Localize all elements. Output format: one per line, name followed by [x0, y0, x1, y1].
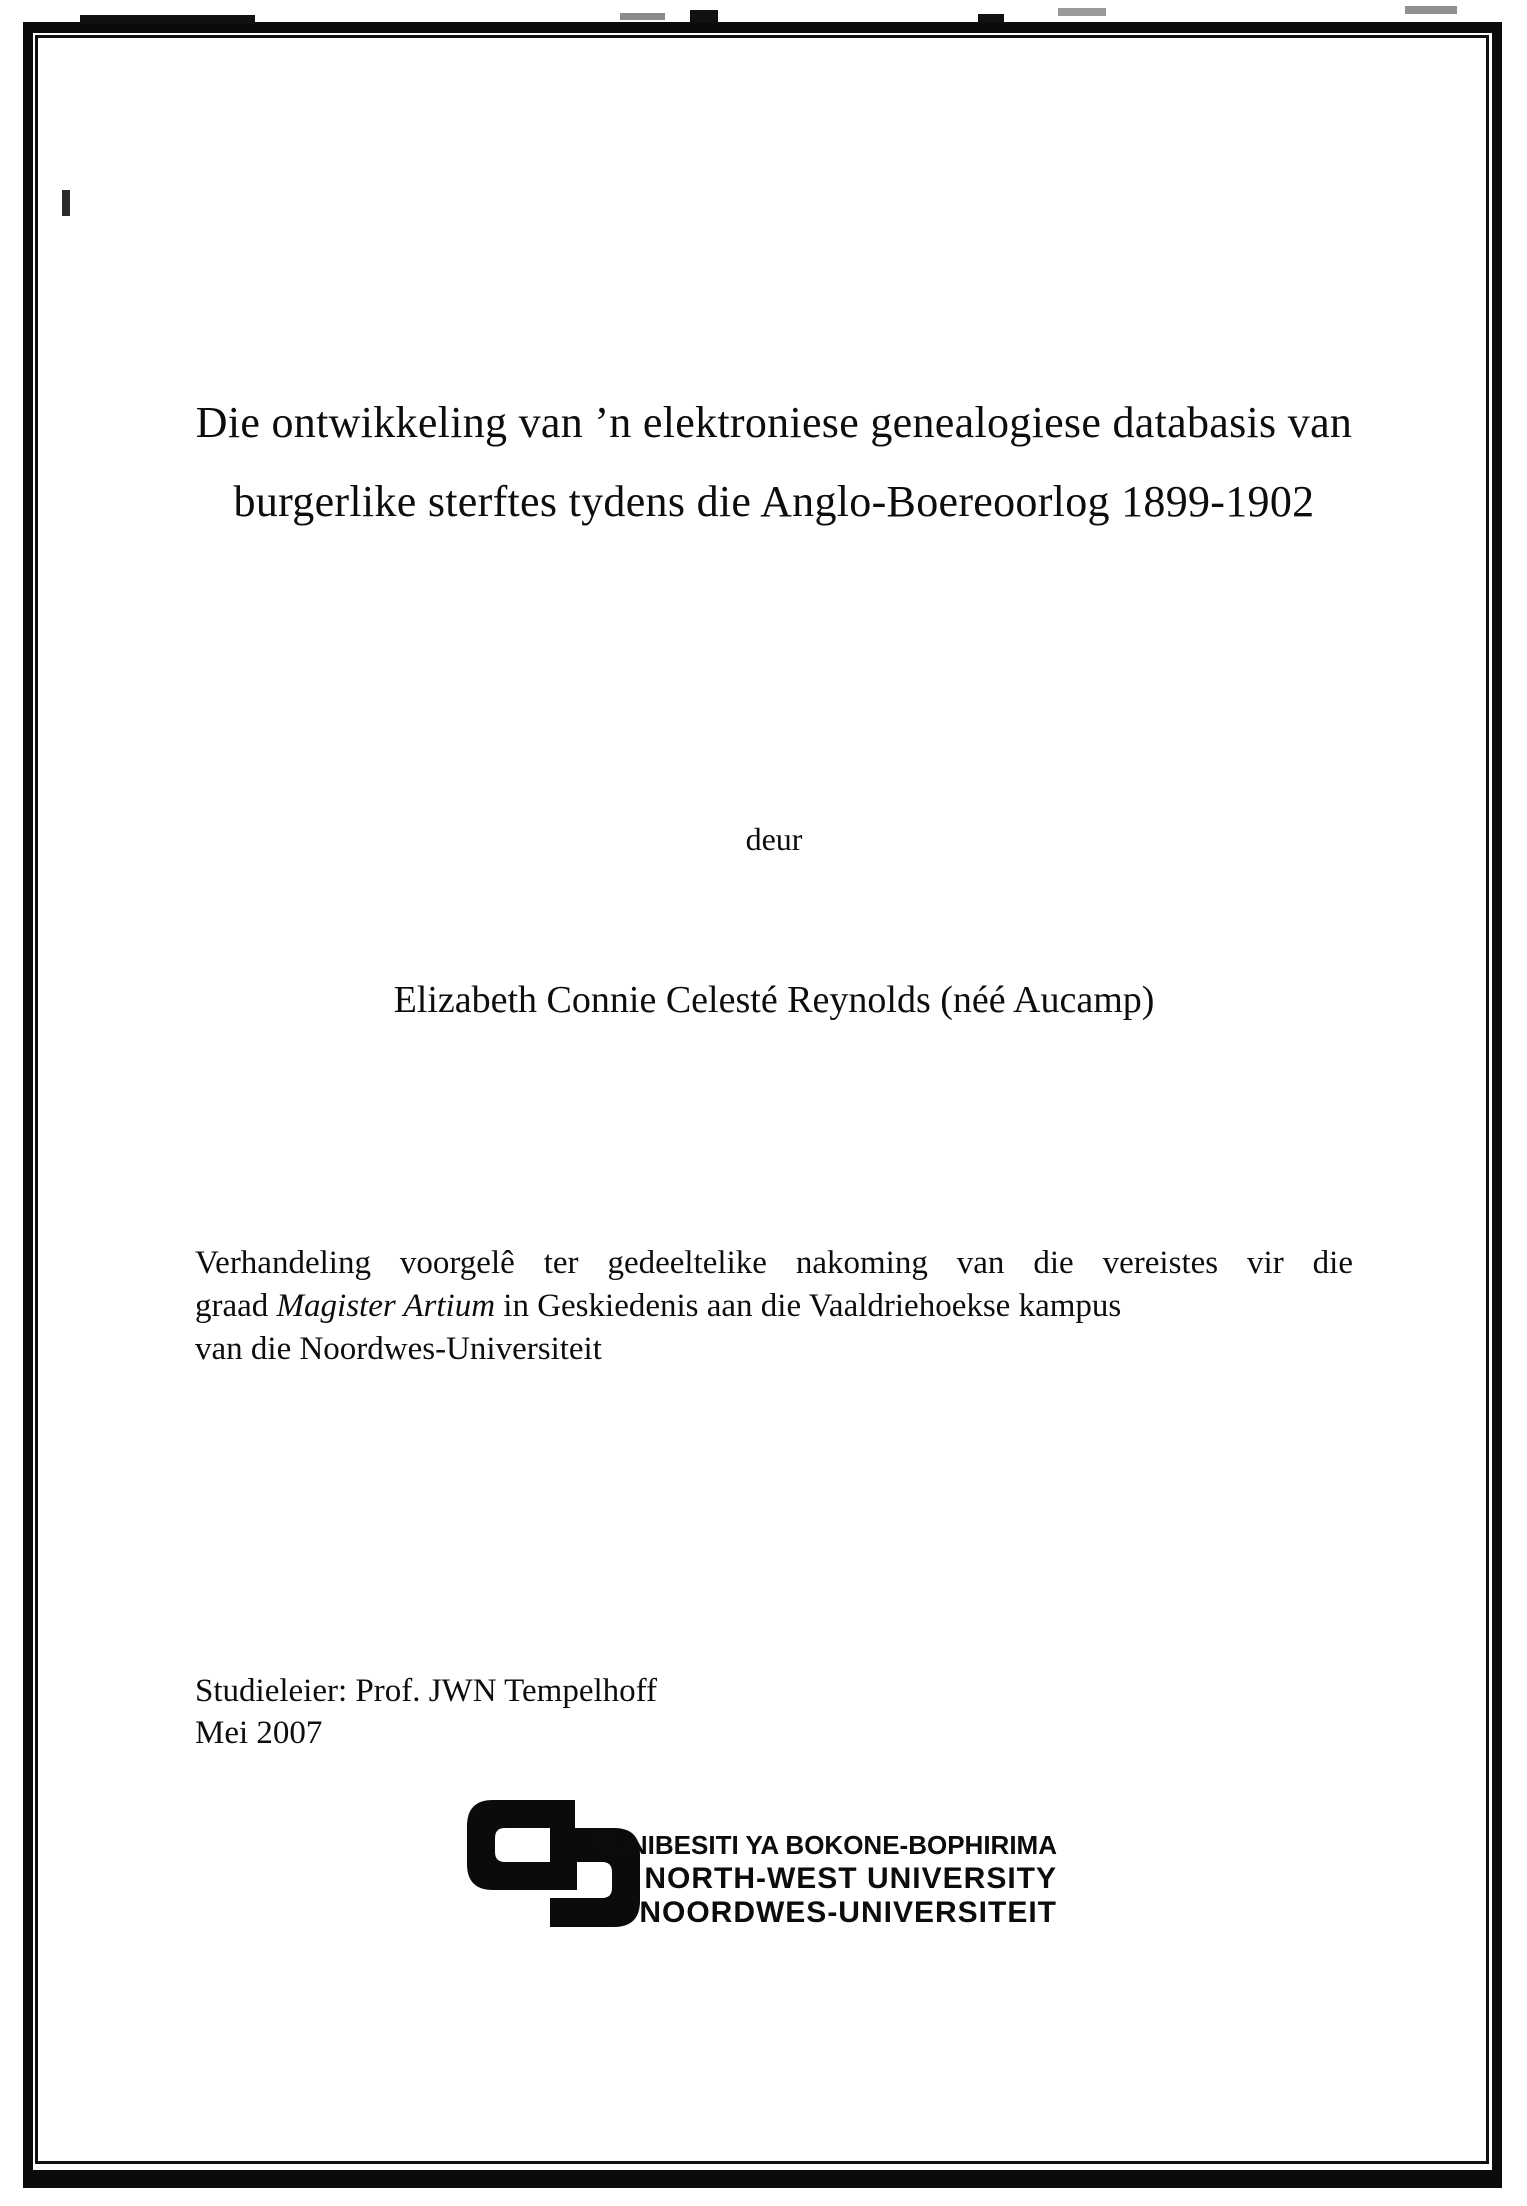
statement-line-1: Verhandeling voorgelê ter gedeeltelike nakoming van die vereistes vir die [195, 1245, 1353, 1281]
thesis-title-line-2: burgerlike sterftes tydens die Anglo-Boereoorlog 1899-1902 [233, 477, 1315, 526]
scan-artifact [690, 10, 718, 23]
statement-line-2-prefix: graad [195, 1288, 277, 1324]
submission-statement [195, 1242, 1353, 1371]
author-name: Elizabeth Connie Celesté Reynolds (néé Aucamp) [393, 979, 1155, 1021]
statement-line-3: van die Noordwes-Universiteit [195, 1331, 602, 1367]
scan-artifact [620, 13, 665, 20]
university-name-setswana: YUNIBESITI YA BOKONE-BOPHIRIMA [592, 1830, 1057, 1860]
date-line: Mei 2007 [195, 1715, 323, 1751]
byline-label: deur [745, 821, 803, 857]
thesis-title-line-1: Die ontwikkeling van ’n elektroniese genealogiese databasis van [195, 398, 1353, 447]
university-name-afrikaans: NOORDWES-UNIVERSITEIT [639, 1896, 1057, 1929]
scan-artifact [978, 14, 1004, 23]
supervisor-line: Studieleier: Prof. JWN Tempelhoff [195, 1673, 658, 1709]
degree-name: Magister Artium [276, 1288, 496, 1324]
scan-artifact [62, 190, 70, 216]
university-name-english: NORTH-WEST UNIVERSITY [644, 1862, 1057, 1895]
statement-line-2-suffix: in Geskiedenis aan die Vaaldriehoekse kampus [495, 1288, 1122, 1324]
scan-artifact [80, 15, 255, 24]
scan-artifact [1405, 6, 1457, 14]
scan-artifact [1058, 8, 1106, 16]
statement-line-2 [195, 1285, 1353, 1328]
supervisor-block [195, 1670, 1353, 1754]
university-name-block [590, 1829, 1057, 1930]
